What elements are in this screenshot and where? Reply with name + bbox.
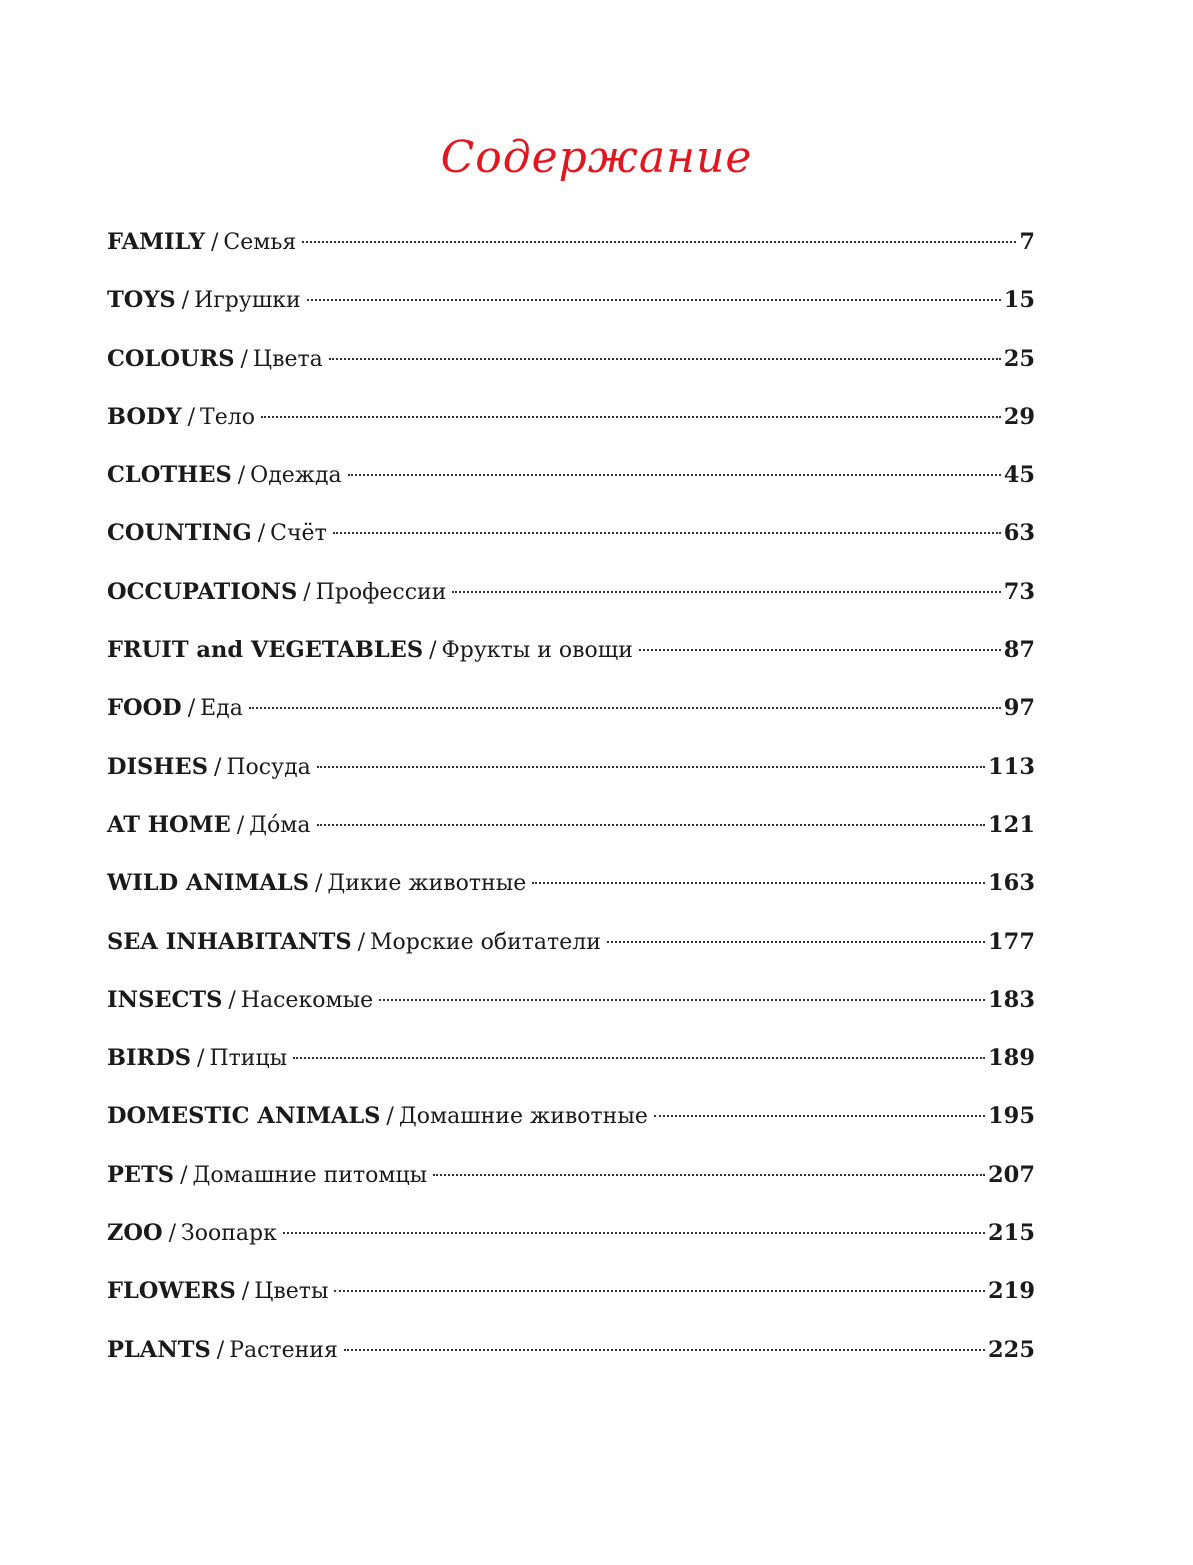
toc-entry[interactable] bbox=[107, 397, 1035, 455]
toc-entry[interactable] bbox=[107, 1271, 1035, 1329]
toc-entry-english-title: AT HOME bbox=[107, 811, 231, 838]
toc-entry-separator: / bbox=[236, 812, 245, 838]
toc-entry-separator: / bbox=[429, 638, 437, 664]
toc-entry-english-title: PLANTS bbox=[107, 1336, 211, 1363]
toc-entry-english-title: DISHES bbox=[107, 753, 208, 780]
toc-entry-dot-leader bbox=[333, 532, 1001, 534]
toc-entry-separator: / bbox=[168, 1221, 177, 1247]
toc-entry-page-number: 97 bbox=[1003, 695, 1035, 722]
toc-entry-russian-title: Посуда bbox=[226, 754, 311, 780]
toc-entry-dot-leader bbox=[261, 416, 1001, 418]
toc-entry-russian-title: Фрукты и овощи bbox=[441, 638, 633, 664]
toc-entry-page-number: 215 bbox=[988, 1220, 1035, 1247]
toc-entry[interactable] bbox=[107, 980, 1035, 1038]
toc-entry-page-number: 29 bbox=[1003, 403, 1035, 430]
toc-entry-dot-leader bbox=[348, 474, 1001, 476]
toc-entry-page-number: 219 bbox=[988, 1278, 1035, 1305]
toc-entry-page-number: 183 bbox=[988, 986, 1035, 1013]
toc-entry-separator: / bbox=[314, 871, 323, 897]
toc-entry-english-title: BODY bbox=[107, 403, 182, 430]
toc-entry-russian-title: Дикие животные bbox=[327, 871, 527, 897]
toc-entry-english-title: COLOURS bbox=[107, 345, 235, 372]
toc-entry-page-number: 195 bbox=[988, 1103, 1035, 1130]
toc-entry-separator: / bbox=[357, 929, 365, 955]
toc-entry-page-number: 121 bbox=[988, 811, 1035, 838]
toc-entry-russian-title: Тело bbox=[200, 404, 255, 430]
toc-entry[interactable] bbox=[107, 1096, 1035, 1154]
toc-entry[interactable] bbox=[107, 863, 1035, 921]
toc-entry-page-number: 15 bbox=[1003, 287, 1035, 314]
toc-entry-russian-title: До́ма bbox=[249, 812, 311, 838]
toc-entry-page-number: 45 bbox=[1003, 462, 1035, 489]
toc-entry-russian-title: Семья bbox=[223, 230, 297, 255]
toc-entry-english-title: INSECTS bbox=[107, 986, 223, 1013]
toc-entry-english-title: WILD ANIMALS bbox=[107, 870, 309, 897]
toc-entry[interactable] bbox=[107, 280, 1035, 338]
toc-entry-dot-leader bbox=[283, 1232, 985, 1234]
toc-entry-separator: / bbox=[237, 463, 246, 489]
toc-entry-dot-leader bbox=[317, 824, 986, 826]
toc-entry-russian-title: Домашние животные bbox=[398, 1104, 648, 1130]
toc-entry-dot-leader bbox=[433, 1174, 985, 1176]
toc-entry-separator: / bbox=[181, 288, 190, 314]
toc-entry-dot-leader bbox=[532, 882, 985, 884]
toc-entry-separator: / bbox=[180, 1162, 188, 1188]
toc-entry-dot-leader bbox=[344, 1349, 985, 1351]
toc-entry-separator: / bbox=[187, 404, 196, 430]
toc-entry-english-title: FLOWERS bbox=[107, 1278, 236, 1305]
toc-entry-page-number: 113 bbox=[988, 753, 1035, 780]
toc-entry-separator: / bbox=[303, 579, 311, 605]
toc-entry-english-title: TOYS bbox=[107, 287, 176, 314]
toc-entry-russian-title: Игрушки bbox=[194, 288, 301, 314]
toc-entry-russian-title: Морские обитатели bbox=[370, 929, 601, 955]
toc-entry-english-title: SEA INHABITANTS bbox=[107, 928, 352, 955]
toc-entry-dot-leader bbox=[293, 1057, 985, 1059]
toc-entry-dot-leader bbox=[654, 1115, 985, 1117]
toc-entry[interactable] bbox=[107, 222, 1035, 280]
toc-entry[interactable] bbox=[107, 1213, 1035, 1271]
toc-entry-page-number: 207 bbox=[988, 1161, 1035, 1188]
toc-entry[interactable] bbox=[107, 805, 1035, 863]
toc-entry-english-title: OCCUPATIONS bbox=[107, 578, 298, 605]
toc-entry-dot-leader bbox=[249, 707, 1001, 709]
toc-entry-english-title: ZOO bbox=[107, 1220, 163, 1247]
toc-entry-separator: / bbox=[216, 1337, 225, 1363]
toc-entry-separator: / bbox=[228, 987, 236, 1013]
toc-entry[interactable] bbox=[107, 339, 1035, 397]
toc-entry-english-title: DOMESTIC ANIMALS bbox=[107, 1103, 381, 1130]
toc-entry[interactable] bbox=[107, 572, 1035, 630]
toc-entry-page-number: 25 bbox=[1003, 345, 1035, 372]
toc-entry[interactable] bbox=[107, 513, 1035, 571]
toc-entry-russian-title: Птицы bbox=[209, 1046, 288, 1072]
table-of-contents bbox=[107, 222, 1035, 1388]
toc-entry-russian-title: Цветы bbox=[254, 1279, 329, 1305]
toc-entry-english-title: CLOTHES bbox=[107, 462, 232, 489]
toc-entry-separator: / bbox=[386, 1104, 394, 1130]
toc-entry-page-number: 7 bbox=[1019, 229, 1035, 255]
toc-entry-dot-leader bbox=[379, 999, 985, 1001]
toc-entry-page-number: 189 bbox=[988, 1045, 1035, 1072]
toc-entry-english-title: PETS bbox=[107, 1161, 175, 1188]
toc-entry-separator: / bbox=[257, 521, 266, 547]
toc-entry-dot-leader bbox=[607, 941, 985, 943]
toc-entry[interactable] bbox=[107, 1038, 1035, 1096]
toc-entry-page-number: 163 bbox=[988, 870, 1035, 897]
toc-entry-russian-title: Домашние питомцы bbox=[192, 1162, 428, 1188]
toc-entry-dot-leader bbox=[302, 241, 1016, 243]
toc-entry[interactable] bbox=[107, 688, 1035, 746]
toc-entry-dot-leader bbox=[639, 649, 1001, 651]
toc-entry[interactable] bbox=[107, 1155, 1035, 1213]
toc-entry-russian-title: Счёт bbox=[270, 521, 327, 547]
toc-entry-dot-leader bbox=[452, 591, 1000, 593]
page-title: Содержание bbox=[440, 132, 753, 183]
toc-entry-page-number: 73 bbox=[1003, 578, 1035, 605]
toc-entry-english-title: FOOD bbox=[107, 695, 182, 722]
toc-entry[interactable] bbox=[107, 1330, 1035, 1388]
toc-entry-russian-title: Цвета bbox=[252, 346, 323, 372]
toc-entry[interactable] bbox=[107, 747, 1035, 805]
toc-entry-separator: / bbox=[187, 696, 196, 722]
toc-entry-dot-leader bbox=[334, 1290, 985, 1292]
toc-entry-russian-title: Насекомые bbox=[240, 987, 374, 1013]
toc-entry-page-number: 225 bbox=[988, 1336, 1035, 1363]
toc-entry-page-number: 87 bbox=[1003, 637, 1035, 664]
toc-entry-english-title: COUNTING bbox=[107, 520, 252, 547]
toc-entry-separator: / bbox=[240, 346, 248, 372]
toc-entry-separator: / bbox=[213, 754, 222, 780]
toc-entry-russian-title: Профессии bbox=[315, 579, 447, 605]
toc-entry[interactable] bbox=[107, 922, 1035, 980]
toc-entry-russian-title: Еда bbox=[200, 696, 243, 722]
toc-entry-dot-leader bbox=[307, 299, 1001, 301]
toc-entry-separator: / bbox=[241, 1279, 250, 1305]
toc-entry-separator: / bbox=[211, 230, 219, 255]
toc-entry-russian-title: Растения bbox=[229, 1337, 338, 1363]
toc-entry-dot-leader bbox=[329, 358, 1001, 360]
toc-entry-russian-title: Зоопарк bbox=[181, 1221, 277, 1247]
toc-entry-separator: / bbox=[197, 1046, 205, 1072]
toc-entry-english-title: FAMILY bbox=[107, 229, 205, 255]
toc-entry-page-number: 177 bbox=[988, 928, 1035, 955]
toc-entry-english-title: BIRDS bbox=[107, 1045, 192, 1072]
toc-entry-english-title: FRUIT and VEGETABLES bbox=[107, 637, 424, 664]
toc-entry[interactable] bbox=[107, 630, 1035, 688]
toc-entry-russian-title: Одежда bbox=[250, 463, 342, 489]
toc-entry-dot-leader bbox=[317, 766, 985, 768]
toc-entry[interactable] bbox=[107, 455, 1035, 513]
toc-entry-page-number: 63 bbox=[1003, 520, 1035, 547]
